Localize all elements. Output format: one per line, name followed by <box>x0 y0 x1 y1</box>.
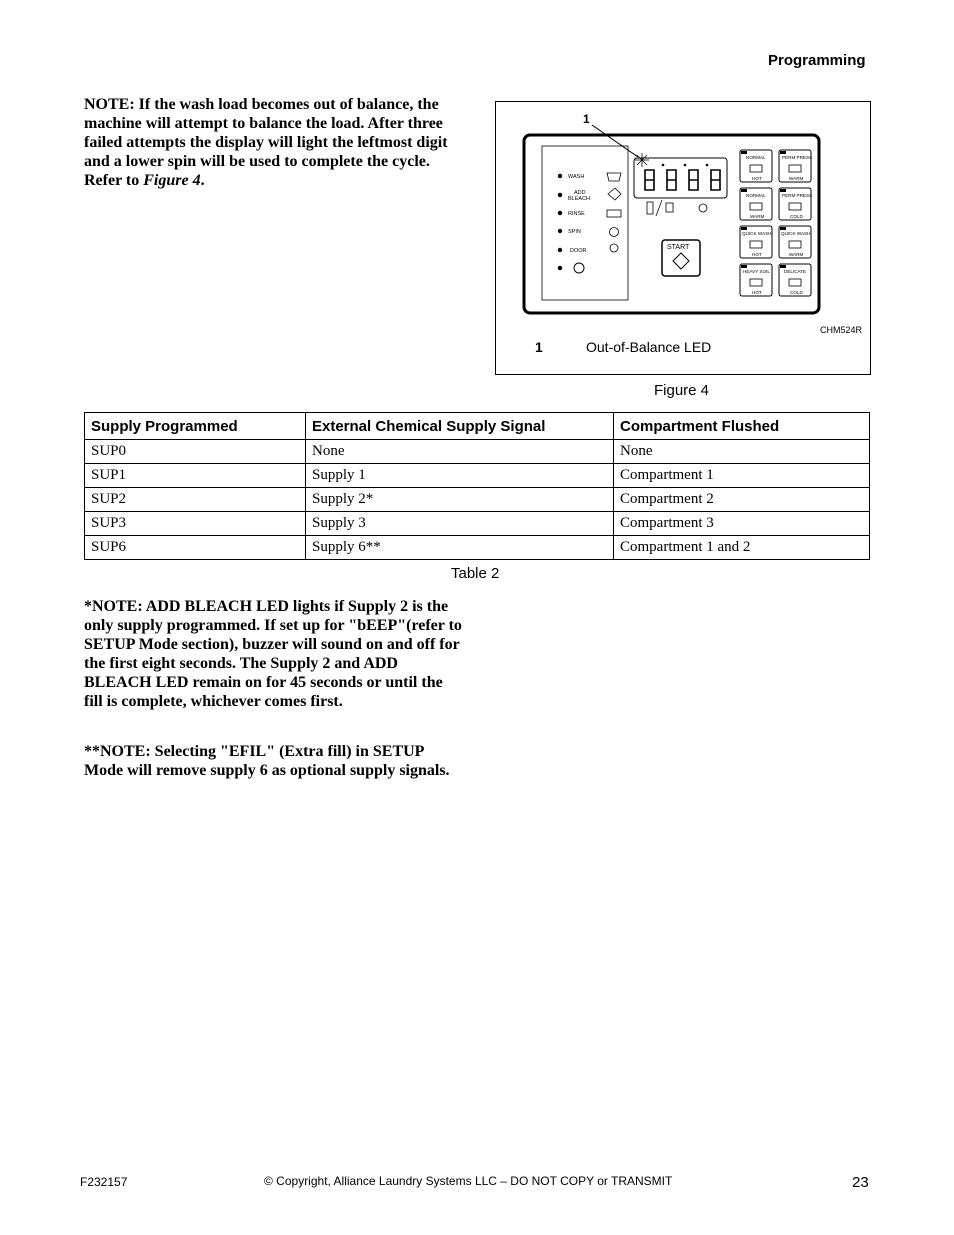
note-add-bleach: *NOTE: ADD BLEACH LED lights if Supply 2 is the only supply programmed. If set up for "bEEP"(refer to SETUP Mode section), buzzer will sound on and off for the first eight seconds. The Supply 2 and ADD BLEACH LED remain on for 45 seconds or until the fill is complete, whichever comes first. <box>84 598 462 710</box>
display-dot <box>706 164 709 167</box>
cycle-button-temp: COLD <box>790 214 803 219</box>
option-icon <box>666 203 673 212</box>
option-icon <box>647 202 653 214</box>
column-header: Compartment Flushed <box>614 413 870 440</box>
status-led-group <box>542 146 628 300</box>
note1-text: NOTE: If the wash load becomes out of balance, the machine will attempt to balance the load. After three failed attempts the display will light the leftmost digit and a lower spin will be used to complete the cycle. Refer to <box>84 96 448 189</box>
led-label-spin: SPIN <box>568 229 581 235</box>
figure-code: CHM524R <box>820 325 863 335</box>
start-diamond-icon <box>673 253 689 269</box>
digit-3 <box>689 170 698 190</box>
note-out-of-balance <box>84 95 464 190</box>
add-bleach-led <box>558 193 562 197</box>
door-icon <box>610 244 618 252</box>
cycle-button-temp: WARM <box>750 214 765 219</box>
gear-icon <box>574 263 584 273</box>
led-label-wash: WASH <box>568 174 585 180</box>
out-of-balance-led-burst <box>635 153 649 167</box>
cycle-button-temp: WARM <box>789 176 804 181</box>
tub-icon <box>789 203 801 210</box>
table-cell: Supply 6** <box>306 536 614 560</box>
door-led <box>558 248 562 252</box>
digit-2 <box>667 170 676 190</box>
button-led <box>741 265 747 268</box>
table-row <box>85 512 870 536</box>
legend-number: 1 <box>535 339 543 355</box>
panel-outline <box>524 135 819 313</box>
led-label-bleach: BLEACH <box>568 196 591 202</box>
section-header: Programming <box>768 52 866 69</box>
spin-led <box>558 229 562 233</box>
cycle-button-temp: HOT <box>752 252 762 257</box>
display-dots <box>662 164 709 167</box>
tub-icon <box>750 241 762 248</box>
table-cell: SUP2 <box>85 488 306 512</box>
table-cell: Compartment 1 and 2 <box>614 536 870 560</box>
bleach-icon <box>608 188 621 200</box>
legend-text: Out-of-Balance LED <box>586 339 712 355</box>
cycle-button-temp: HOT <box>752 290 762 295</box>
tub-icon <box>789 241 801 248</box>
figure-box <box>495 101 871 375</box>
document-code: F232157 <box>80 1175 128 1189</box>
table-cell: Compartment 1 <box>614 464 870 488</box>
control-panel-illustration <box>496 102 870 374</box>
button-led <box>741 227 747 230</box>
button-led <box>780 265 786 268</box>
display-dot <box>662 164 665 167</box>
led-label-add: ADD <box>574 190 586 196</box>
table-cell: SUP6 <box>85 536 306 560</box>
option-separator <box>656 200 662 216</box>
table-cell: Supply 3 <box>306 512 614 536</box>
note1-end: . <box>200 172 205 189</box>
led-label-rinse: RINSE <box>568 211 585 217</box>
cycle-button-label: NORMAL <box>746 155 766 160</box>
callout-line <box>592 125 638 157</box>
figure-reference: Figure 4 <box>143 172 201 189</box>
table-header-row <box>85 413 870 440</box>
table-row <box>85 464 870 488</box>
cycle-button-label: DELICATE <box>784 269 807 274</box>
table-row <box>85 488 870 512</box>
table-row <box>85 440 870 464</box>
digit-4 <box>711 170 720 190</box>
wash-tub-icon <box>607 173 621 181</box>
cycle-symbols <box>607 173 621 252</box>
tub-icon <box>789 165 801 172</box>
wash-led <box>558 174 562 178</box>
led-label-door: DOOR <box>570 248 587 254</box>
callout-number: 1 <box>583 112 590 126</box>
table-cell: SUP0 <box>85 440 306 464</box>
table-cell: Supply 2* <box>306 488 614 512</box>
table-cell: SUP1 <box>85 464 306 488</box>
digit-1 <box>645 170 654 190</box>
tub-icon <box>750 203 762 210</box>
figure-caption: Figure 4 <box>654 382 710 399</box>
clock-icon <box>699 204 707 212</box>
table-cell: Supply 1 <box>306 464 614 488</box>
tub-icon <box>750 165 762 172</box>
column-header: External Chemical Supply Signal <box>306 413 614 440</box>
cycle-button-temp: COLD <box>790 290 803 295</box>
seven-segment-digits <box>645 170 720 190</box>
rinse-led <box>558 211 562 215</box>
copyright-notice: © Copyright, Alliance Laundry Systems LLC – DO NOT COPY or TRANSMIT <box>264 1174 673 1188</box>
column-header: Supply Programmed <box>85 413 306 440</box>
cycle-button-label: NORMAL <box>746 193 766 198</box>
display-dot <box>684 164 687 167</box>
cycle-button-temp: WARM <box>789 252 804 257</box>
cycle-button-label: QUICK WASH <box>781 231 811 236</box>
page-number: 23 <box>852 1174 869 1191</box>
rinse-icon <box>607 210 621 217</box>
cycle-button-temp: HOT <box>752 176 762 181</box>
button-led <box>780 151 786 154</box>
table-cell: None <box>306 440 614 464</box>
cycle-button-label: QUICK WASH <box>742 231 772 236</box>
option-icons <box>647 200 707 216</box>
supply-table <box>84 412 870 560</box>
table-cell: Compartment 3 <box>614 512 870 536</box>
tub-icon <box>789 279 801 286</box>
table-cell: Compartment 2 <box>614 488 870 512</box>
table-cell: SUP3 <box>85 512 306 536</box>
note-efil: **NOTE: Selecting "EFIL" (Extra fill) in SETUP Mode will remove supply 6 as optional supply signals. <box>84 743 450 779</box>
table-caption: Table 2 <box>451 565 500 582</box>
button-led <box>741 151 747 154</box>
spin-icon <box>610 228 619 237</box>
cycle-button-label: PERM PRESS <box>782 193 813 198</box>
start-label: START <box>667 244 690 251</box>
table-row <box>85 536 870 560</box>
led-labels <box>558 174 590 273</box>
button-led <box>741 189 747 192</box>
cycle-button-label: PERM PRESS <box>782 155 813 160</box>
tub-icon <box>750 279 762 286</box>
cycle-button-label: HEAVY SOIL <box>743 269 770 274</box>
button-led <box>780 189 786 192</box>
button-led <box>780 227 786 230</box>
extra-led <box>558 266 562 270</box>
table-cell: None <box>614 440 870 464</box>
digit-display <box>634 158 727 198</box>
